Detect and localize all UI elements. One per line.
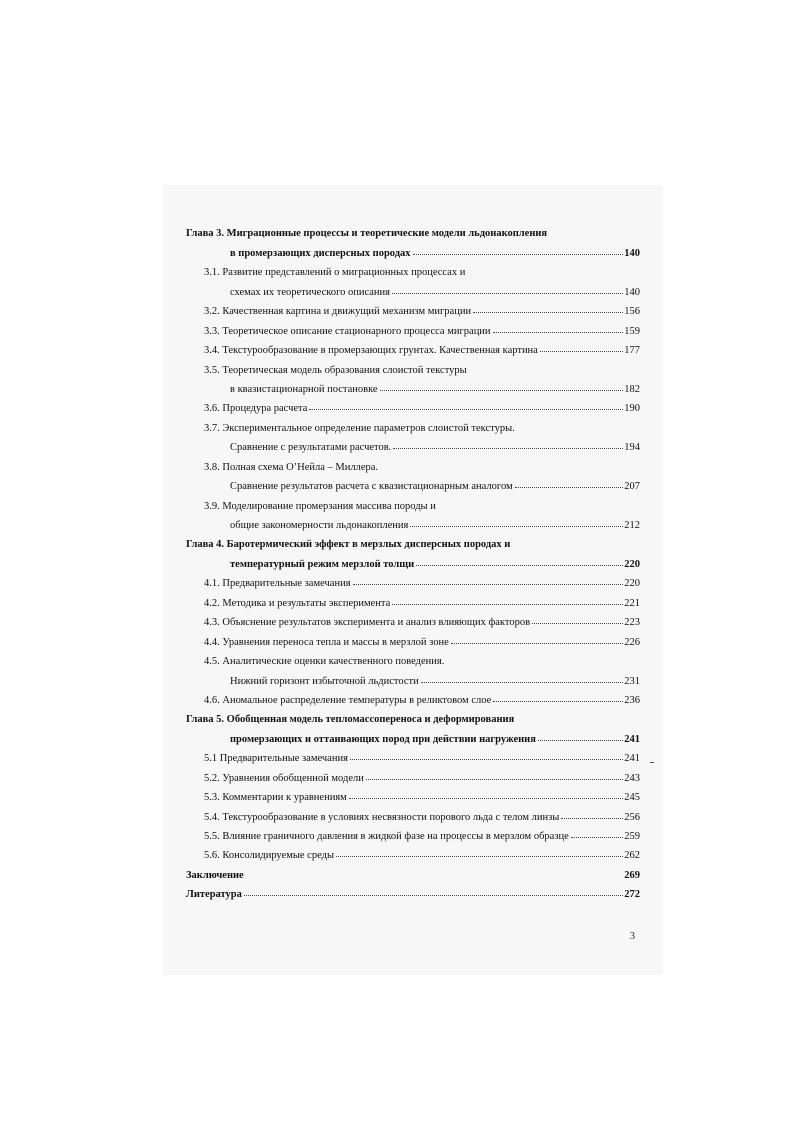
entry-page: 194: [624, 442, 640, 454]
toc-entry: [186, 628, 640, 647]
dot-leader: [353, 584, 624, 585]
toc-entry: [186, 764, 640, 783]
entry-title: Глава 5. Обобщенная модель тепломассопереноса и деформирования: [186, 714, 515, 726]
entry-title: 4.5. Аналитические оценки качественного поведения.: [204, 656, 445, 668]
toc-entry: [186, 570, 640, 589]
entry-page: 241: [624, 733, 640, 745]
entry-page: 245: [624, 792, 640, 804]
dot-leader: [349, 798, 623, 799]
dot-leader: [309, 409, 623, 410]
entry-title: 4.6. Аномальное распределение температуры в реликтовом слое: [204, 694, 492, 706]
toc-entry: [186, 298, 640, 317]
dot-leader: [416, 565, 623, 566]
dot-leader: [538, 740, 623, 741]
entry-title: 3.7. Экспериментальное определение параметров слоистой текстуры.: [204, 422, 515, 434]
dot-leader: [493, 332, 624, 333]
dot-leader: [413, 254, 624, 255]
entry-page: 236: [624, 694, 640, 706]
dot-leader: [336, 856, 623, 857]
toc-entry: [186, 550, 640, 569]
entry-title: Литература: [186, 889, 242, 901]
entry-page: 221: [624, 597, 640, 609]
entry-page: 241: [624, 753, 640, 765]
toc-entry: [186, 395, 640, 414]
toc-entry: [186, 317, 640, 336]
entry-title: Глава 3. Миграционные процессы и теоретические модели льдонакопления: [186, 228, 548, 240]
chapter-entry: [186, 881, 640, 900]
chapter-entry: [186, 861, 640, 880]
entry-title: 3.8. Полная схема О’Нейла – Миллера.: [204, 461, 379, 473]
toc-entry: [186, 725, 640, 744]
dot-leader: [532, 623, 623, 624]
entry-page: 223: [624, 617, 640, 629]
entry-title: 3.5. Теоретическая модель образования слоистой текстуры: [204, 364, 467, 376]
entry-title: температурный режим мерзлой толщи: [230, 558, 415, 570]
entry-page: 140: [624, 247, 640, 259]
dot-leader: [451, 643, 623, 644]
toc-entry: [186, 842, 640, 861]
dot-leader: [380, 390, 624, 391]
entry-title: 5.3. Комментарии к уравнениям: [204, 792, 347, 804]
toc-entry: [186, 492, 640, 511]
entry-title: 3.2. Качественная картина и движущий механизм миграции: [204, 306, 472, 318]
chapter-entry: [186, 706, 640, 725]
entry-title: 4.3. Объяснение результатов эксперимента и анализ влияющих факторов: [204, 617, 531, 629]
entry-page: 231: [624, 675, 640, 687]
entry-page: 159: [624, 325, 640, 337]
toc-entry: [186, 278, 640, 297]
dot-leader: [421, 682, 624, 683]
entry-title: 4.2. Методика и результаты эксперимента: [204, 597, 391, 609]
dot-leader: [561, 818, 623, 819]
entry-title: Сравнение результатов расчета с квазистационарным аналогом: [230, 481, 513, 493]
toc-entry: [186, 376, 640, 395]
toc-entry: [186, 512, 640, 531]
toc-entry: [186, 609, 640, 628]
chapter-entry: [186, 531, 640, 550]
toc-entry: [186, 803, 640, 822]
toc-entry: [186, 414, 640, 433]
entry-title: Сравнение с результатами расчетов.: [230, 442, 392, 454]
toc-entry: [186, 434, 640, 453]
entry-title: 3.1. Развитие представлений о миграционных процессах и: [204, 267, 466, 279]
entry-page: 190: [624, 403, 640, 415]
entry-page: 243: [624, 772, 640, 784]
entry-title: 4.4. Уравнения переноса тепла и массы в мерзлой зоне: [204, 636, 449, 648]
entry-page: 269: [624, 869, 640, 881]
dot-leader: [392, 293, 623, 294]
entry-title: 5.2. Уравнения обобщенной модели: [204, 772, 364, 784]
entry-title: Нижний горизонт избыточной льдистости: [230, 675, 419, 687]
entry-page: 207: [624, 481, 640, 493]
entry-page: 256: [624, 811, 640, 823]
entry-title: 3.4. Текстурообразование в промерзающих грунтах. Качественная картина: [204, 345, 538, 357]
toc-entry: [186, 356, 640, 375]
toc-entry: [186, 784, 640, 803]
entry-page: 182: [624, 383, 640, 395]
dot-leader: [540, 351, 623, 352]
entry-title: схемах их теоретического описания: [230, 286, 390, 298]
dot-leader: [393, 448, 623, 449]
table-of-contents: [186, 220, 640, 900]
entry-title: 5.4. Текстурообразование в условиях несвязности порового льда с телом линзы: [204, 811, 560, 823]
toc-entry: [186, 239, 640, 258]
dot-leader: [410, 526, 623, 527]
toc-entry: [186, 667, 640, 686]
toc-entry: [186, 473, 640, 492]
toc-entry: [186, 648, 640, 667]
entry-title: 5.5. Влияние граничного давления в жидкой фазе на процессы в мерзлом образце: [204, 831, 569, 842]
entry-title: 3.3. Теоретическое описание стационарного процесса миграции: [204, 325, 491, 337]
entry-page: 177: [624, 345, 640, 357]
chapter-entry: [186, 220, 640, 239]
toc-entry: [186, 453, 640, 472]
entry-page: 140: [624, 286, 640, 298]
entry-title: 5.6. Консолидируемые среды: [204, 850, 335, 862]
toc-entry: [186, 745, 640, 764]
entry-page: 156: [624, 306, 640, 318]
toc-entry: [186, 687, 640, 706]
entry-page: 259: [624, 831, 640, 842]
dot-leader: [350, 759, 623, 760]
entry-page: 220: [624, 558, 640, 570]
toc-entry: [186, 589, 640, 608]
scan-mark: [650, 762, 654, 763]
entry-title: промерзающих и оттаивающих пород при действии нагружения: [230, 733, 536, 745]
entry-page: 226: [624, 636, 640, 648]
page-number: 3: [630, 931, 635, 942]
entry-page: 262: [624, 850, 640, 862]
entry-title: 3.6. Процедура расчета: [204, 403, 308, 415]
entry-title: 4.1. Предварительные замечания: [204, 578, 351, 590]
toc-entry: [186, 823, 640, 842]
entry-page: 220: [624, 578, 640, 590]
dot-leader: [366, 779, 623, 780]
toc-entry: [186, 259, 640, 278]
entry-title: Заключение: [186, 869, 244, 881]
entry-title: 5.1 Предварительные замечания: [204, 753, 348, 765]
entry-title: в квазистационарной постановке: [230, 383, 378, 395]
toc-entry: [186, 337, 640, 356]
dot-leader: [571, 837, 623, 838]
dot-leader: [392, 604, 623, 605]
entry-page: 272: [624, 889, 640, 901]
entry-title: 3.9. Моделирование промерзания массива породы и: [204, 500, 436, 512]
entry-page: 212: [624, 520, 640, 531]
dot-leader: [244, 895, 623, 896]
dot-leader: [473, 312, 623, 313]
entry-title: общие закономерности льдонакопления: [230, 520, 409, 531]
entry-title: в промерзающих дисперсных породах: [230, 247, 411, 259]
entry-title: Глава 4. Баротермический эффект в мерзлых дисперсных породах и: [186, 539, 511, 551]
dot-leader: [493, 701, 623, 702]
dot-leader: [515, 487, 624, 488]
